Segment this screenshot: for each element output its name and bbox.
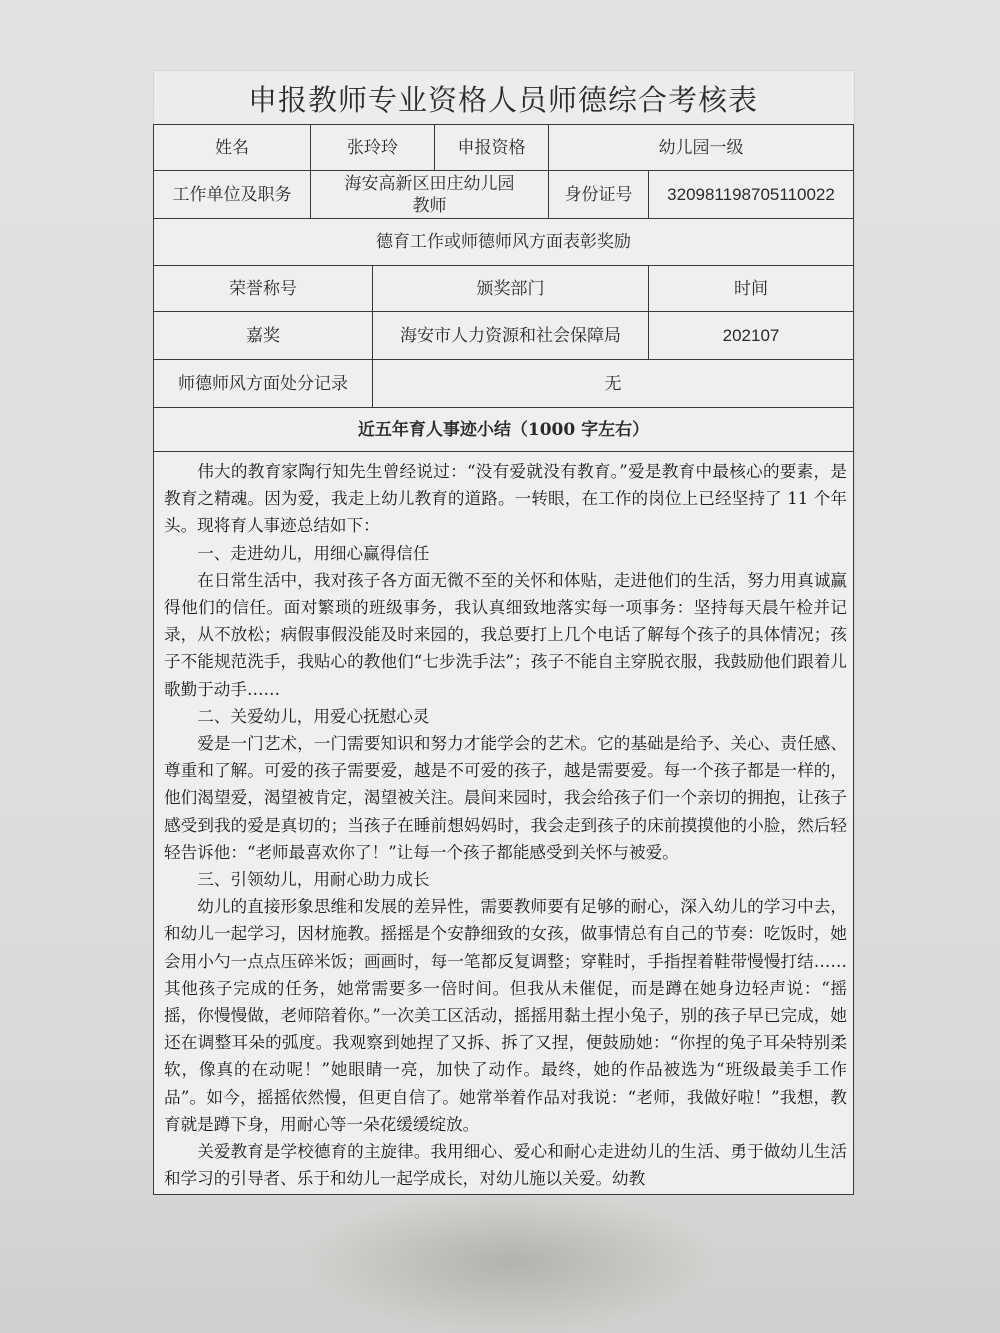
- photo-shadow: [300, 1190, 720, 1333]
- discipline-value: 无: [373, 360, 854, 408]
- qualification-value: 幼儿园一级: [549, 125, 854, 171]
- column-header-honor: 荣誉称号: [154, 266, 373, 312]
- workplace-label: 工作单位及职务: [154, 171, 311, 219]
- id-value: 320981198705110022: [649, 171, 854, 219]
- summary-paragraph-3: 幼儿的直接形象思维和发展的差异性，需要教师要有足够的耐心，深入幼儿的学习中去，和幼儿一起学习，因材施教。摇摇是个安静细致的女孩，做事情总有自己的节奏：吃饭时，她会用小勺一点点压碎米饭；画画时，每一笔都反复调整；穿鞋时，手指捏着鞋带慢慢打结……其他孩子完成的任务，她常需要多一倍时间。但我从未催促，而是蹲在她身边轻声说：“摇摇，你慢慢做，老师陪着你。”一次美工区活动，摇摇用黏土捏小兔子，别的孩子早已完成，她还在调整耳朵的弧度。我观察到她捏了又拆、拆了又捏，便鼓励她：“你捏的兔子耳朵特别柔软，像真的在动呢！”她眼睛一亮，加快了动作。最终，她的作品被选为“班级最美手工作品”。如今，摇摇依然慢，但更自信了。她常举着作品对我说：“老师，我做好啦！”我想，教育就是蹲下身，用耐心等一朵花缓缓绽放。: [164, 897, 847, 1134]
- summary-paragraph-1: 在日常生活中，我对孩子各方面无微不至的关怀和体贴，走进他们的生活，努力用真诚赢得他们的信任。面对繁琐的班级事务，我认真细致地落实每一项事务：坚持每天晨午检并记录，从不放松；病假事假没能及时来园的，我总要打上几个电话了解每个孩子的具体情况；孩子不能规范洗手，我贴心的教他们“七步洗手法”；孩子不能自主穿脱衣服，我鼓励他们跟着儿歌勤于动手……: [164, 570, 847, 699]
- column-header-date: 时间: [649, 266, 854, 312]
- assessment-form-table: [153, 124, 854, 1195]
- summary-heading-1: 一、走进幼儿，用细心赢得信任: [197, 543, 430, 563]
- summary-paragraph-intro: 伟大的教育家陶行知先生曾经说过：“没有爱就没有教育。”爱是教育中最核心的要素，是教育之精魂。因为爱，我走上幼儿教育的道路。一转眼，在工作的岗位上已经坚持了 11 个年头。现将育人事迹总结如下：: [164, 462, 847, 536]
- award-date: 202107: [649, 312, 854, 360]
- row-name-qualification: [154, 125, 854, 171]
- name-value: 张玲玲: [311, 125, 435, 171]
- row-summary-title: [154, 408, 854, 452]
- workplace-value: [311, 171, 549, 219]
- row-discipline: [154, 360, 854, 408]
- row-awards-section-title: [154, 219, 854, 266]
- document-title: 申报教师专业资格人员师德综合考核表: [247, 83, 758, 117]
- summary-narrative: [154, 452, 854, 1195]
- id-label: 身份证号: [549, 171, 649, 219]
- awards-section-title: 德育工作或师德师风方面表彰奖励: [154, 219, 854, 266]
- award-honor: 嘉奖: [154, 312, 373, 360]
- row-summary-body: [154, 452, 854, 1195]
- row-workplace-id: [154, 171, 854, 219]
- summary-heading-2: 二、关爱幼儿，用爱心抚慰心灵: [197, 706, 430, 726]
- discipline-label: 师德师风方面处分记录: [154, 360, 373, 408]
- summary-heading-3: 三、引领幼儿，用耐心助力成长: [197, 870, 430, 890]
- summary-paragraph-conclusion: 关爱教育是学校德育的主旋律。我用细心、爱心和耐心走进幼儿的生活、勇于做幼儿生活和学习的引导者、乐于和幼儿一起学成长，对幼儿施以关爱。幼教: [164, 1142, 847, 1189]
- award-department: 海安市人力资源和社会保障局: [373, 312, 649, 360]
- name-label: 姓名: [154, 125, 311, 171]
- summary-paragraph-2: 爱是一门艺术，一门需要知识和努力才能学会的艺术。它的基础是给予、关心、责任感、尊重和了解。可爱的孩子需要爱，越是不可爱的孩子，越是需要爱。每一个孩子都是一样的，他们渴望爱，渴望被肯定，渴望被关注。晨间来园时，我会给孩子们一个亲切的拥抱，让孩子感受到我的爱是真切的；当孩子在睡前想妈妈时，我会走到孩子的床前摸摸他的小脸，然后轻轻告诉他：“老师最喜欢你了！”让每一个孩子都能感受到关怀与被爱。: [164, 734, 847, 862]
- summary-section-title: 近五年育人事迹小结（1000 字左右）: [154, 408, 854, 452]
- row-awards-header: [154, 266, 854, 312]
- column-header-department: 颁奖部门: [373, 266, 649, 312]
- award-row: [154, 312, 854, 360]
- qualification-label: 申报资格: [435, 125, 549, 171]
- workplace-value-line1: 海安高新区田庄幼儿园: [344, 173, 515, 194]
- workplace-value-line2: 教师: [412, 195, 447, 216]
